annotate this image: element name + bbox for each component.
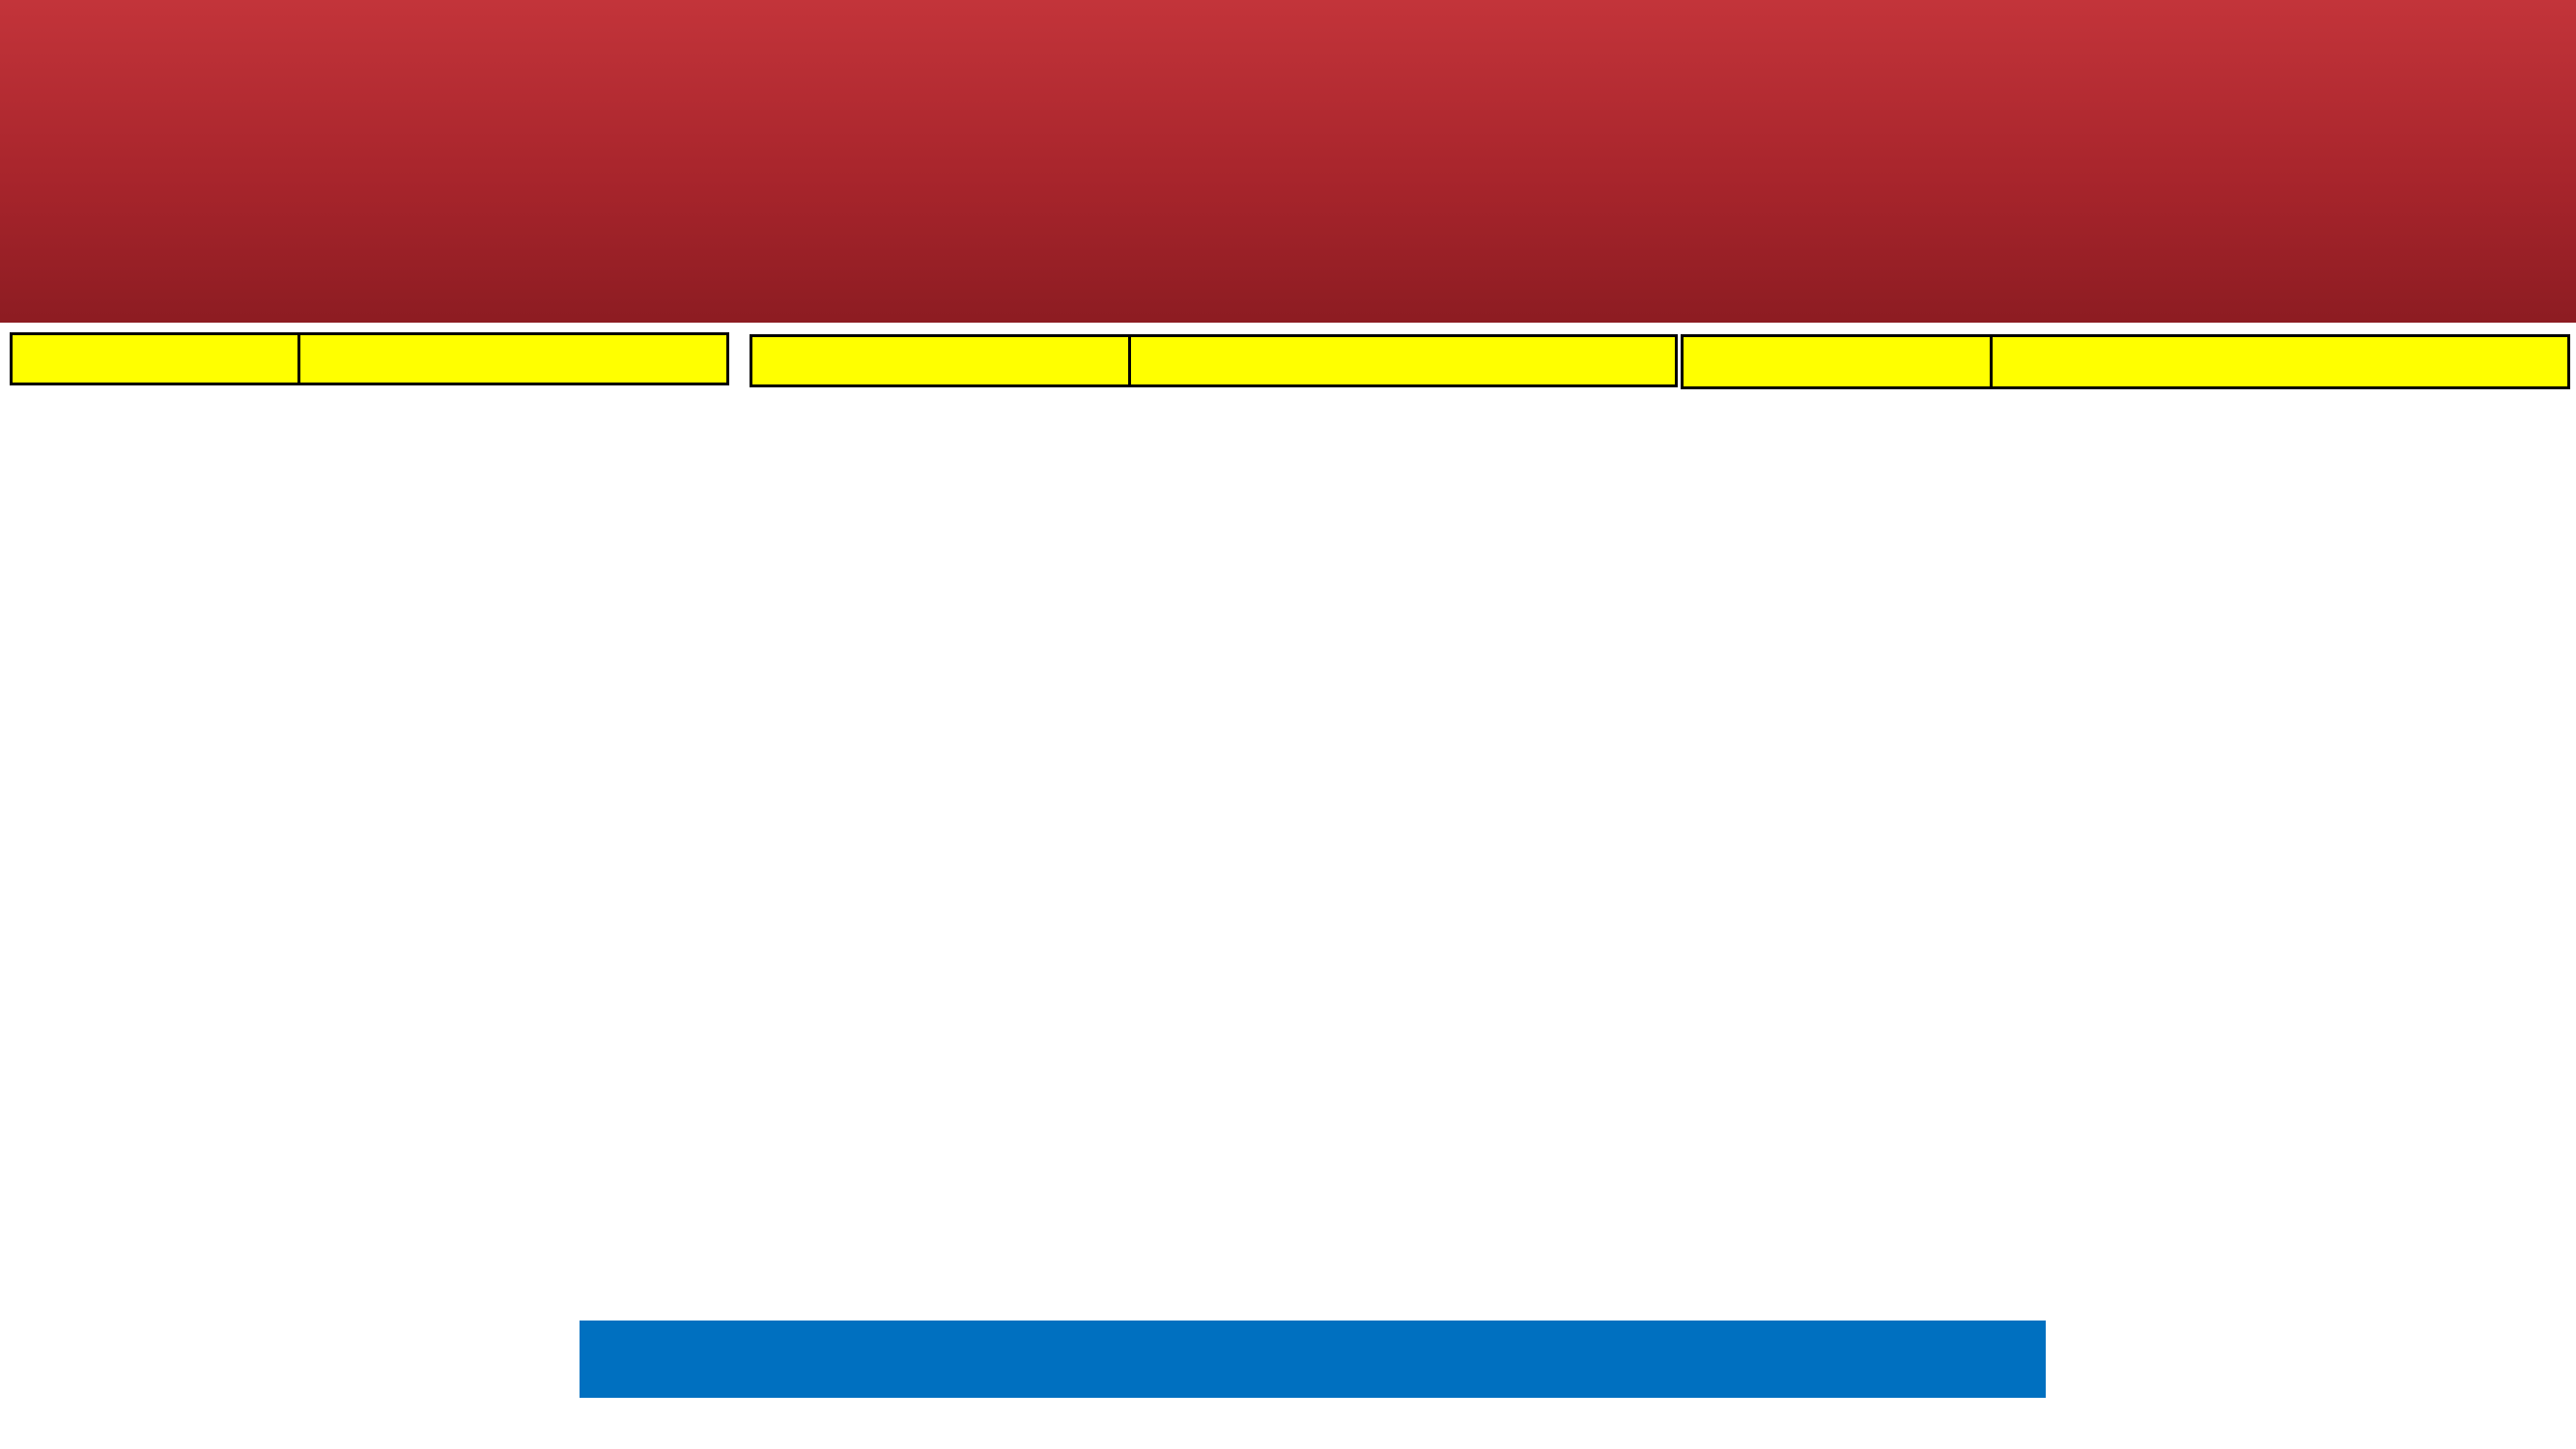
summary-callout bbox=[580, 1321, 2046, 1398]
column-header-performance bbox=[1992, 336, 2569, 388]
column-header-analyte bbox=[12, 334, 299, 384]
column-header-analyte bbox=[751, 336, 1130, 386]
column-header-performance bbox=[299, 334, 728, 384]
table-header-row bbox=[1683, 336, 2569, 388]
australia-table-right bbox=[1681, 334, 2570, 389]
title-banner bbox=[0, 0, 2576, 323]
column-header-analyte bbox=[1683, 336, 1992, 388]
clia-table-left bbox=[10, 332, 729, 385]
clia-table-middle bbox=[750, 334, 1678, 387]
column-header-performance bbox=[1130, 336, 1677, 386]
table-header-row bbox=[751, 336, 1677, 386]
table-header-row bbox=[12, 334, 728, 384]
